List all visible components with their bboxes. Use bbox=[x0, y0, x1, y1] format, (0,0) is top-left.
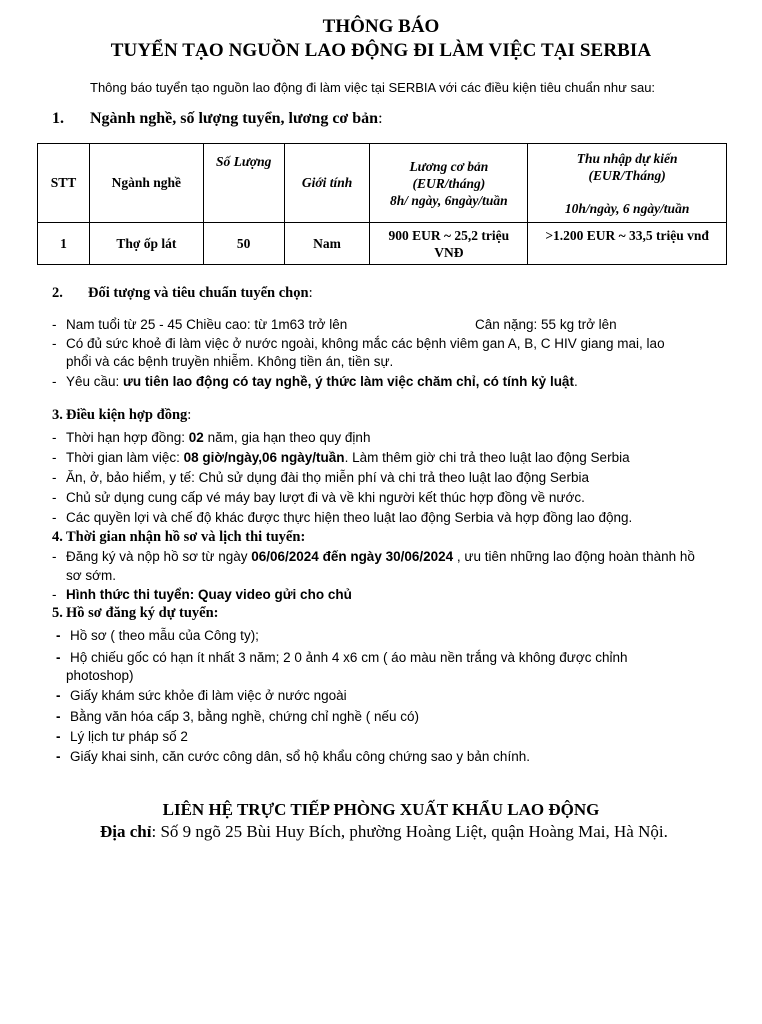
header-wage bbox=[370, 144, 528, 223]
bullet-dash: - bbox=[52, 490, 57, 505]
list-item-health-cert bbox=[56, 688, 347, 703]
list-item-benefits bbox=[52, 510, 632, 525]
registration-bold: 06/06/2024 đến ngày 30/06/2024 bbox=[251, 549, 454, 564]
passport-cont: photoshop) bbox=[66, 668, 134, 683]
section-1-title: Ngành nghề, số lượng tuyển, lương cơ bản bbox=[90, 110, 379, 127]
cell-income: >1.200 EUR ~ 33,5 triệu vnđ bbox=[528, 223, 727, 265]
health-cert-text: Giấy khám sức khỏe đi làm việc ở nước ngoài bbox=[70, 688, 347, 703]
bullet-dash: - bbox=[52, 450, 57, 465]
section-1-heading bbox=[52, 110, 383, 128]
list-item-passport bbox=[56, 650, 627, 665]
section-4-number: 4. bbox=[52, 529, 63, 545]
address-label: Địa chỉ bbox=[100, 822, 152, 841]
bullet-dash: - bbox=[56, 729, 61, 744]
header-quantity: Số Lượng bbox=[203, 144, 284, 223]
birth-cert-text: Giấy khai sinh, căn cước công dân, sổ hộ khẩu công chứng sao y bản chính. bbox=[70, 749, 530, 764]
list-item-birth-cert bbox=[56, 749, 530, 764]
section-4-title: Thời gian nhận hồ sơ và lịch thi tuyển bbox=[66, 529, 301, 545]
hours-bold: 08 giờ/ngày,06 ngày/tuần bbox=[183, 450, 345, 465]
registration-label: Đăng ký và nộp hồ sơ từ ngày bbox=[66, 549, 252, 564]
bullet-dash: - bbox=[52, 470, 57, 485]
header-wage-line1: Lương cơ bản bbox=[409, 158, 489, 174]
bullet-dash: - bbox=[52, 549, 57, 564]
bullet-dash: - bbox=[52, 510, 57, 525]
cell-wage bbox=[370, 223, 528, 265]
header-gender: Giới tính bbox=[284, 144, 370, 223]
document-title: THÔNG BÁO bbox=[322, 16, 440, 37]
bullet-dash: - bbox=[56, 709, 61, 724]
header-wage-line3: 8h/ ngày, 6ngày/tuần bbox=[390, 192, 508, 208]
header-stt: STT bbox=[38, 144, 90, 223]
section-5-heading bbox=[52, 605, 219, 622]
section-2-title: Đối tượng và tiêu chuẩn tuyển chọn bbox=[88, 285, 309, 301]
exam-text: Hình thức thi tuyển: Quay video gửi cho chủ bbox=[66, 587, 352, 602]
hours-end: . Làm thêm giờ chi trả theo luật lao động Serbia bbox=[344, 450, 630, 465]
diploma-text: Bằng văn hóa cấp 3, bằng nghề, chứng chỉ nghề ( nếu có) bbox=[70, 709, 420, 724]
section-5-title: Hồ sơ đăng ký dự tuyển: bbox=[66, 605, 219, 621]
section-3-colon: : bbox=[187, 407, 192, 423]
cell-gender: Nam bbox=[284, 223, 370, 265]
header-job: Ngành nghề bbox=[89, 144, 203, 223]
list-item-living bbox=[52, 470, 589, 485]
section-3-title: Điều kiện hợp đồng bbox=[66, 407, 188, 423]
passport-text: Hộ chiếu gốc có hạn ít nhất 3 năm; 2 0 ảnh 4 x6 cm ( áo màu nền trắng và không được chỉnh bbox=[70, 650, 628, 665]
weight-text: Cân nặng: 55 kg trở lên bbox=[475, 317, 617, 332]
list-item-requirement bbox=[52, 374, 578, 389]
registration-cont: sơ sớm. bbox=[66, 568, 116, 583]
bullet-dash: - bbox=[56, 749, 61, 764]
section-2-number: 2. bbox=[52, 285, 63, 301]
registration-end: , ưu tiên những lao động hoàn thành hồ bbox=[453, 549, 695, 564]
benefits-text: Các quyền lợi và chế độ khác được thực hiện theo luật lao động Serbia và hợp đồng lao động. bbox=[66, 510, 633, 525]
table-row bbox=[38, 223, 727, 265]
ticket-text: Chủ sử dụng cung cấp vé máy bay lượt đi và về khi người kết thúc hợp đồng về nước. bbox=[66, 490, 585, 505]
requirement-end: . bbox=[573, 374, 578, 389]
list-item-health bbox=[52, 336, 665, 351]
list-item-dossier bbox=[56, 628, 259, 643]
jobs-table bbox=[37, 143, 727, 265]
list-item-judicial-record bbox=[56, 729, 188, 744]
bullet-dash: - bbox=[52, 430, 57, 445]
list-item-hours bbox=[52, 450, 630, 465]
requirement-bold: ưu tiên lao động có tay nghề, ý thức làm việc chăm chỉ, có tính kỷ luật bbox=[123, 374, 574, 389]
health-text-line1: Có đủ sức khoẻ đi làm việc ở nước ngoài, không mắc các bệnh viêm gan A, B, C HIV giang mai, lao bbox=[66, 336, 665, 351]
section-1-colon: : bbox=[378, 110, 383, 127]
section-5-number: 5. bbox=[52, 605, 63, 621]
contact-heading: LIÊN HỆ TRỰC TIẾP PHÒNG XUẤT KHẨU LAO ĐỘNG bbox=[162, 800, 600, 819]
cell-wage-line1: 900 EUR ~ 25,2 triệu bbox=[388, 227, 510, 243]
living-text: Ăn, ở, bảo hiểm, y tế: Chủ sử dụng đài thọ miễn phí và chi trả theo luật lao động Serbia bbox=[66, 470, 589, 485]
list-item-diploma bbox=[56, 709, 419, 724]
section-2-colon: : bbox=[308, 285, 313, 301]
bullet-dash: - bbox=[52, 317, 57, 332]
header-income-line2: (EUR/Tháng) bbox=[588, 167, 666, 183]
section-1-number: 1. bbox=[52, 110, 64, 127]
intro-text: Thông báo tuyển tạo nguồn lao động đi làm việc tại SERBIA với các điều kiện tiêu chuẩn như sau: bbox=[90, 80, 656, 95]
header-income-line1: Thu nhập dự kiến bbox=[576, 150, 678, 166]
requirement-label: Yêu cầu: bbox=[66, 374, 124, 389]
header-wage-line2: (EUR/tháng) bbox=[412, 175, 486, 191]
term-bold: 02 bbox=[188, 430, 204, 445]
dossier-text: Hồ sơ ( theo mẫu của Công ty); bbox=[70, 628, 259, 643]
bullet-dash: - bbox=[52, 587, 57, 602]
cell-job: Thợ ốp lát bbox=[89, 223, 203, 265]
header-income-line3: 10h/ngày, 6 ngày/tuần bbox=[564, 200, 690, 216]
list-item-exam bbox=[52, 587, 352, 602]
document-subtitle: TUYỂN TẠO NGUỒN LAO ĐỘNG ĐI LÀM VIỆC TẠI SERBIA bbox=[110, 40, 652, 61]
list-item-ticket bbox=[52, 490, 585, 505]
health-text-line2: phổi và các bệnh truyền nhiễm. Không tiền án, tiền sự. bbox=[66, 354, 394, 369]
section-3-number: 3. bbox=[52, 407, 63, 423]
address-text: : Số 9 ngõ 25 Bùi Huy Bích, phường Hoàng Liệt, quận Hoàng Mai, Hà Nội. bbox=[151, 822, 668, 841]
cell-quantity: 50 bbox=[203, 223, 284, 265]
bullet-dash: - bbox=[56, 628, 61, 643]
list-item-term bbox=[52, 430, 370, 445]
header-income bbox=[528, 144, 727, 223]
contact-address bbox=[100, 822, 668, 842]
bullet-dash: - bbox=[56, 688, 61, 703]
bullet-dash: - bbox=[52, 336, 57, 351]
cell-stt: 1 bbox=[38, 223, 90, 265]
section-2-heading bbox=[52, 285, 313, 302]
term-label: Thời hạn hợp đồng: bbox=[66, 430, 189, 445]
list-item-age bbox=[52, 317, 347, 332]
list-item-registration bbox=[52, 549, 695, 564]
section-4-heading bbox=[52, 529, 305, 546]
cell-wage-line2: VNĐ bbox=[434, 244, 464, 260]
age-text: Nam tuổi từ 25 - 45 Chiều cao: từ 1m63 trở lên bbox=[66, 317, 348, 332]
bullet-dash: - bbox=[52, 374, 57, 389]
judicial-record-text: Lý lịch tư pháp số 2 bbox=[70, 729, 188, 744]
bullet-dash: - bbox=[56, 650, 61, 665]
section-4-colon: : bbox=[300, 529, 306, 545]
table-header-row bbox=[38, 144, 727, 223]
term-end: năm, gia hạn theo quy định bbox=[203, 430, 371, 445]
section-3-heading bbox=[52, 407, 191, 424]
hours-label: Thời gian làm việc: bbox=[66, 450, 184, 465]
